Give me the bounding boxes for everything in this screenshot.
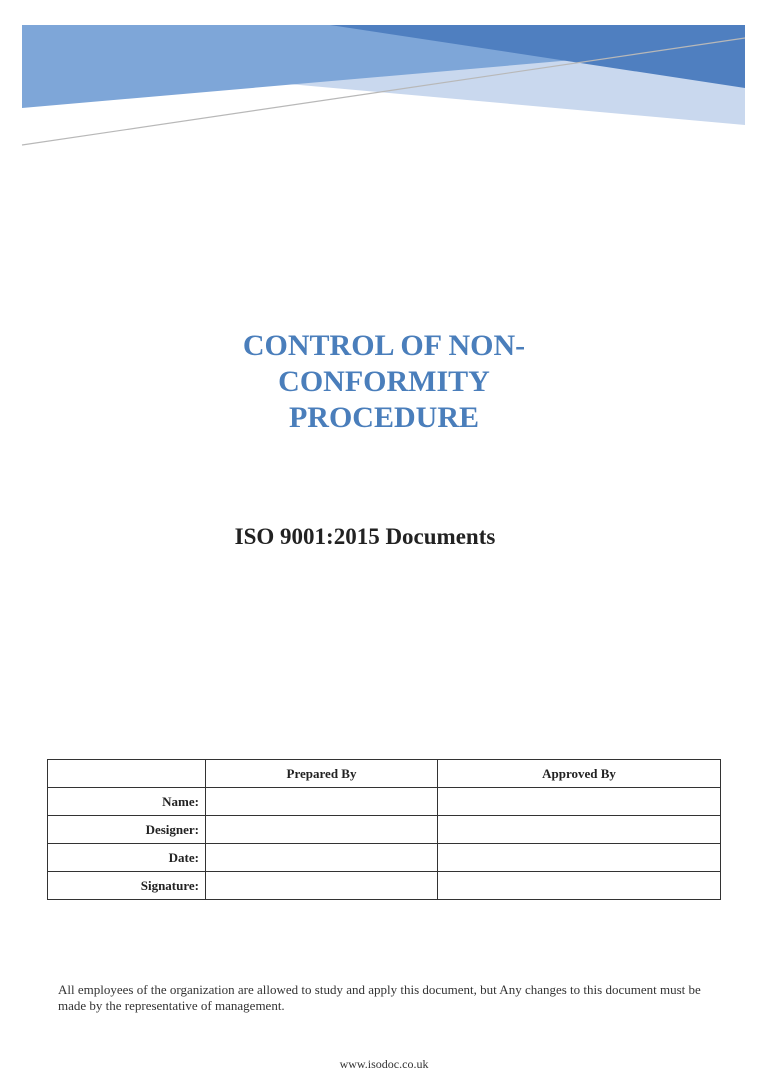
approved-name-cell <box>438 788 721 816</box>
header-banner <box>0 0 768 160</box>
title-line: CONFORMITY <box>278 365 490 398</box>
row-label: Designer: <box>48 816 206 844</box>
table-header-approved-by: Approved By <box>438 760 721 788</box>
approved-date-cell <box>438 844 721 872</box>
title-line: PROCEDURE <box>288 401 479 434</box>
document-subtitle: ISO 9001:2015 Documents <box>234 524 496 549</box>
title-line: CONTROL OF NON- <box>242 329 526 362</box>
table-header-row <box>48 760 721 788</box>
approved-designer-cell <box>438 816 721 844</box>
prepared-name-cell <box>206 788 438 816</box>
row-label: Signature: <box>48 872 206 900</box>
approval-table <box>47 759 721 900</box>
prepared-date-cell <box>206 844 438 872</box>
table-header-prepared-by: Prepared By <box>206 760 438 788</box>
table-row-designer <box>48 816 721 844</box>
prepared-signature-cell <box>206 872 438 900</box>
row-label: Name: <box>48 788 206 816</box>
approved-signature-cell <box>438 872 721 900</box>
table-row-signature <box>48 872 721 900</box>
prepared-designer-cell <box>206 816 438 844</box>
document-title <box>200 328 568 436</box>
table-row-name <box>48 788 721 816</box>
usage-notice: All employees of the organization are allowed to study and apply this document, but Any changes to this document must be made by the representative of management. <box>58 982 701 1013</box>
row-label: Date: <box>48 844 206 872</box>
table-header-cell <box>48 760 206 788</box>
footer-website: www.isodoc.co.uk <box>339 1057 429 1071</box>
table-row-date <box>48 844 721 872</box>
